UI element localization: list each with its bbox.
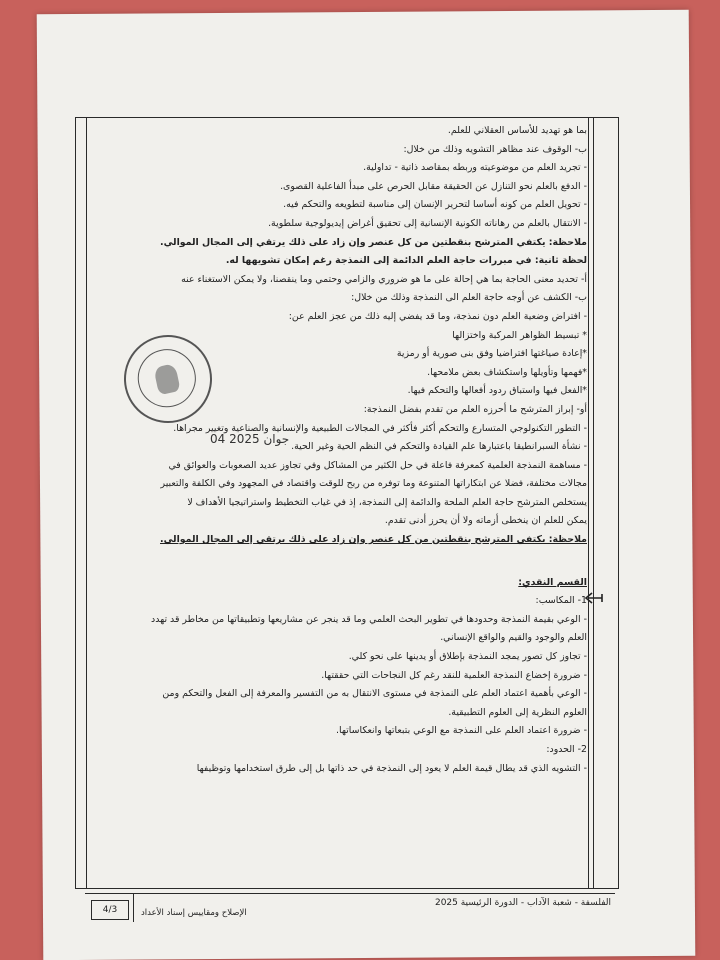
note-line: ملاحظة: يكتفي المترشح بنقطتين من كل عنصر وإن زاد على ذلك يرتقي إلى المجال الموالي.	[160, 236, 587, 248]
section-heading: لحظة ثانية: في مبررات حاجة العلم الدائمة إلى النمذجة رغم إمكان تشويهها له.	[225, 255, 587, 267]
text-line: بما هو تهديد للأساس العقلاني للعلم.	[447, 125, 587, 136]
text-line: - الانتقال بالعلم من رهاناته الكونية الإنسانية إلى تحقيق أغراض إيديولوجية سلطوية.	[268, 217, 587, 229]
text-line: 2- الحدود:	[546, 744, 587, 755]
text-line: - الدفع بالعلم نحو التنازل عن الحقيقة مقابل الحرص على مبدأ الفاعلية القصوى.	[280, 180, 587, 192]
frame-margin-line	[86, 118, 87, 888]
text-line: يستخلص المترشح حاجة العلم الملحة والدائمة إلى النمذجة، إذ في غياب التخطيط واستراتيجيا الأهداف لا	[187, 496, 587, 508]
text-line: العلم والوجود والقيم والواقع الإنساني.	[440, 632, 587, 644]
text-line: *إعادة صياغتها افتراضيا وفق بنى صورية أو رمزية	[396, 348, 587, 360]
text-line: ب- الكشف عن أوجه حاجة العلم الى النمذجة وذلك من خلال:	[351, 292, 587, 304]
footer-note: الإصلاح ومقاييس إسناد الأعداد	[141, 908, 247, 918]
frame-margin-line	[593, 118, 594, 888]
text-line: *الفعل فيها واستباق ردود أفعالها والتحكم فيها.	[407, 385, 587, 397]
text-line: - تجاوز كل تصور يمجد النمذجة بإطلاق أو يدينها على نحو كلي.	[348, 651, 587, 663]
arrow-icon	[580, 590, 604, 606]
text-line: - ضرورة إخضاع النمذجة العلمية للنقد رغم كل النجاحات التي حققتها.	[321, 669, 587, 681]
stamp-date: 04 جوان 2025	[210, 432, 290, 446]
answer-text	[93, 122, 587, 778]
text-line: * تبسيط الظواهر المركبة واختزالها	[452, 329, 587, 341]
text-line: - افتراض وضعية العلم دون نمذجة، وما قد يفضي إليه ذلك من عجز العلم عن:	[288, 310, 587, 322]
footer-course: الفلسفة - شعبة الآداب - الدورة الرئيسية 2025	[434, 898, 611, 908]
text-line: أو- إبراز المترشح ما أحرزه العلم من تقدم بفضل النمذجة:	[363, 403, 587, 415]
text-line: مجالات مختلفة، فضلا عن ابتكاراتها المتنوعة وما توفره من ربح للوقت واقتصاد في المجهود وفي الكلفة والتعبير	[160, 478, 587, 490]
text-line: - تحويل العلم من كونه أساسا لتحرير الإنسان إلى مناسبة لتطويعه والتحكم فيه.	[283, 199, 587, 211]
text-line: العلوم النظرية إلى العلوم التطبيقية.	[448, 706, 587, 718]
text-line: يمكن للعلم ان ينخطى أزماته ولا أن يحرز أدنى تقدم.	[384, 515, 587, 527]
page-footer	[85, 893, 615, 922]
text-line: - التشويه الذي قد يطال قيمة العلم لا يعود إلى النمذجة في حد ذاتها بل إلى طرق استخدامها وتوظيفها	[196, 762, 587, 774]
frame-margin-line	[588, 118, 589, 888]
text-line: - الوعي بقيمة النمذجة وحدودها في تطوير البحث العلمي وما قد ينجر عن مشاريعها وتطبيقاتها من مخاطر قد تهدد	[151, 613, 587, 625]
text-line: - ضرورة اعتماد العلم على النمذجة مع الوعي بتبعاتها وانعكاساتها.	[335, 725, 587, 737]
text-line: ب- الوقوف عند مظاهر التشويه وذلك من خلال:	[403, 143, 587, 155]
text-line: - التطور التكنولوجي المتسارع والتحكم أكثر فأكثر في المجالات الطبيعية والإنسانية والصناعية وتغيير مجراها.	[173, 422, 587, 434]
footer-divider	[133, 894, 134, 922]
text-line: - الوعي بأهمية اعتماد العلم على النمذجة في مستوى الانتقال به من التفسير والمعرفة إلى الفعل والتحكم ومن	[162, 688, 587, 700]
section-heading	[93, 574, 587, 593]
text-line: 1- المكاسب:	[535, 595, 587, 607]
note-text: ملاحظة: يكتفي المترشح بنقطتين من كل عنصر وإن زاد على ذلك يرتقي إلى المجال الموالي.	[160, 534, 587, 546]
text-line: - مساهمة النمذجة العلمية كمعرفة فاعلة في حل الكثير من المشاكل وفي تجاوز عديد الصعوبات والعوائق في	[168, 459, 587, 471]
note-line	[93, 531, 587, 550]
page-number: 4/3	[91, 900, 129, 920]
text-line: - نشأة السبرانطيقا باعتبارها علم القيادة والتحكم في النظم الحية وغير الحية.	[291, 441, 587, 453]
critical-title: القسم النقدي:	[518, 576, 587, 588]
text-line: - تجريد العلم من موضوعيته وربطه بمقاصد ذاتية - تداولية.	[363, 162, 587, 174]
text-line: أ- تحديد معنى الحاجة بما هي إحالة على ما هو ضروري والزامي وحتمي وما ينقصنا، ولا يمكن الاستغناء عنه	[181, 273, 587, 285]
text-line: *فهمها وتأويلها واستكشاف بعض ملامحها.	[427, 366, 587, 378]
spacer	[93, 550, 587, 574]
